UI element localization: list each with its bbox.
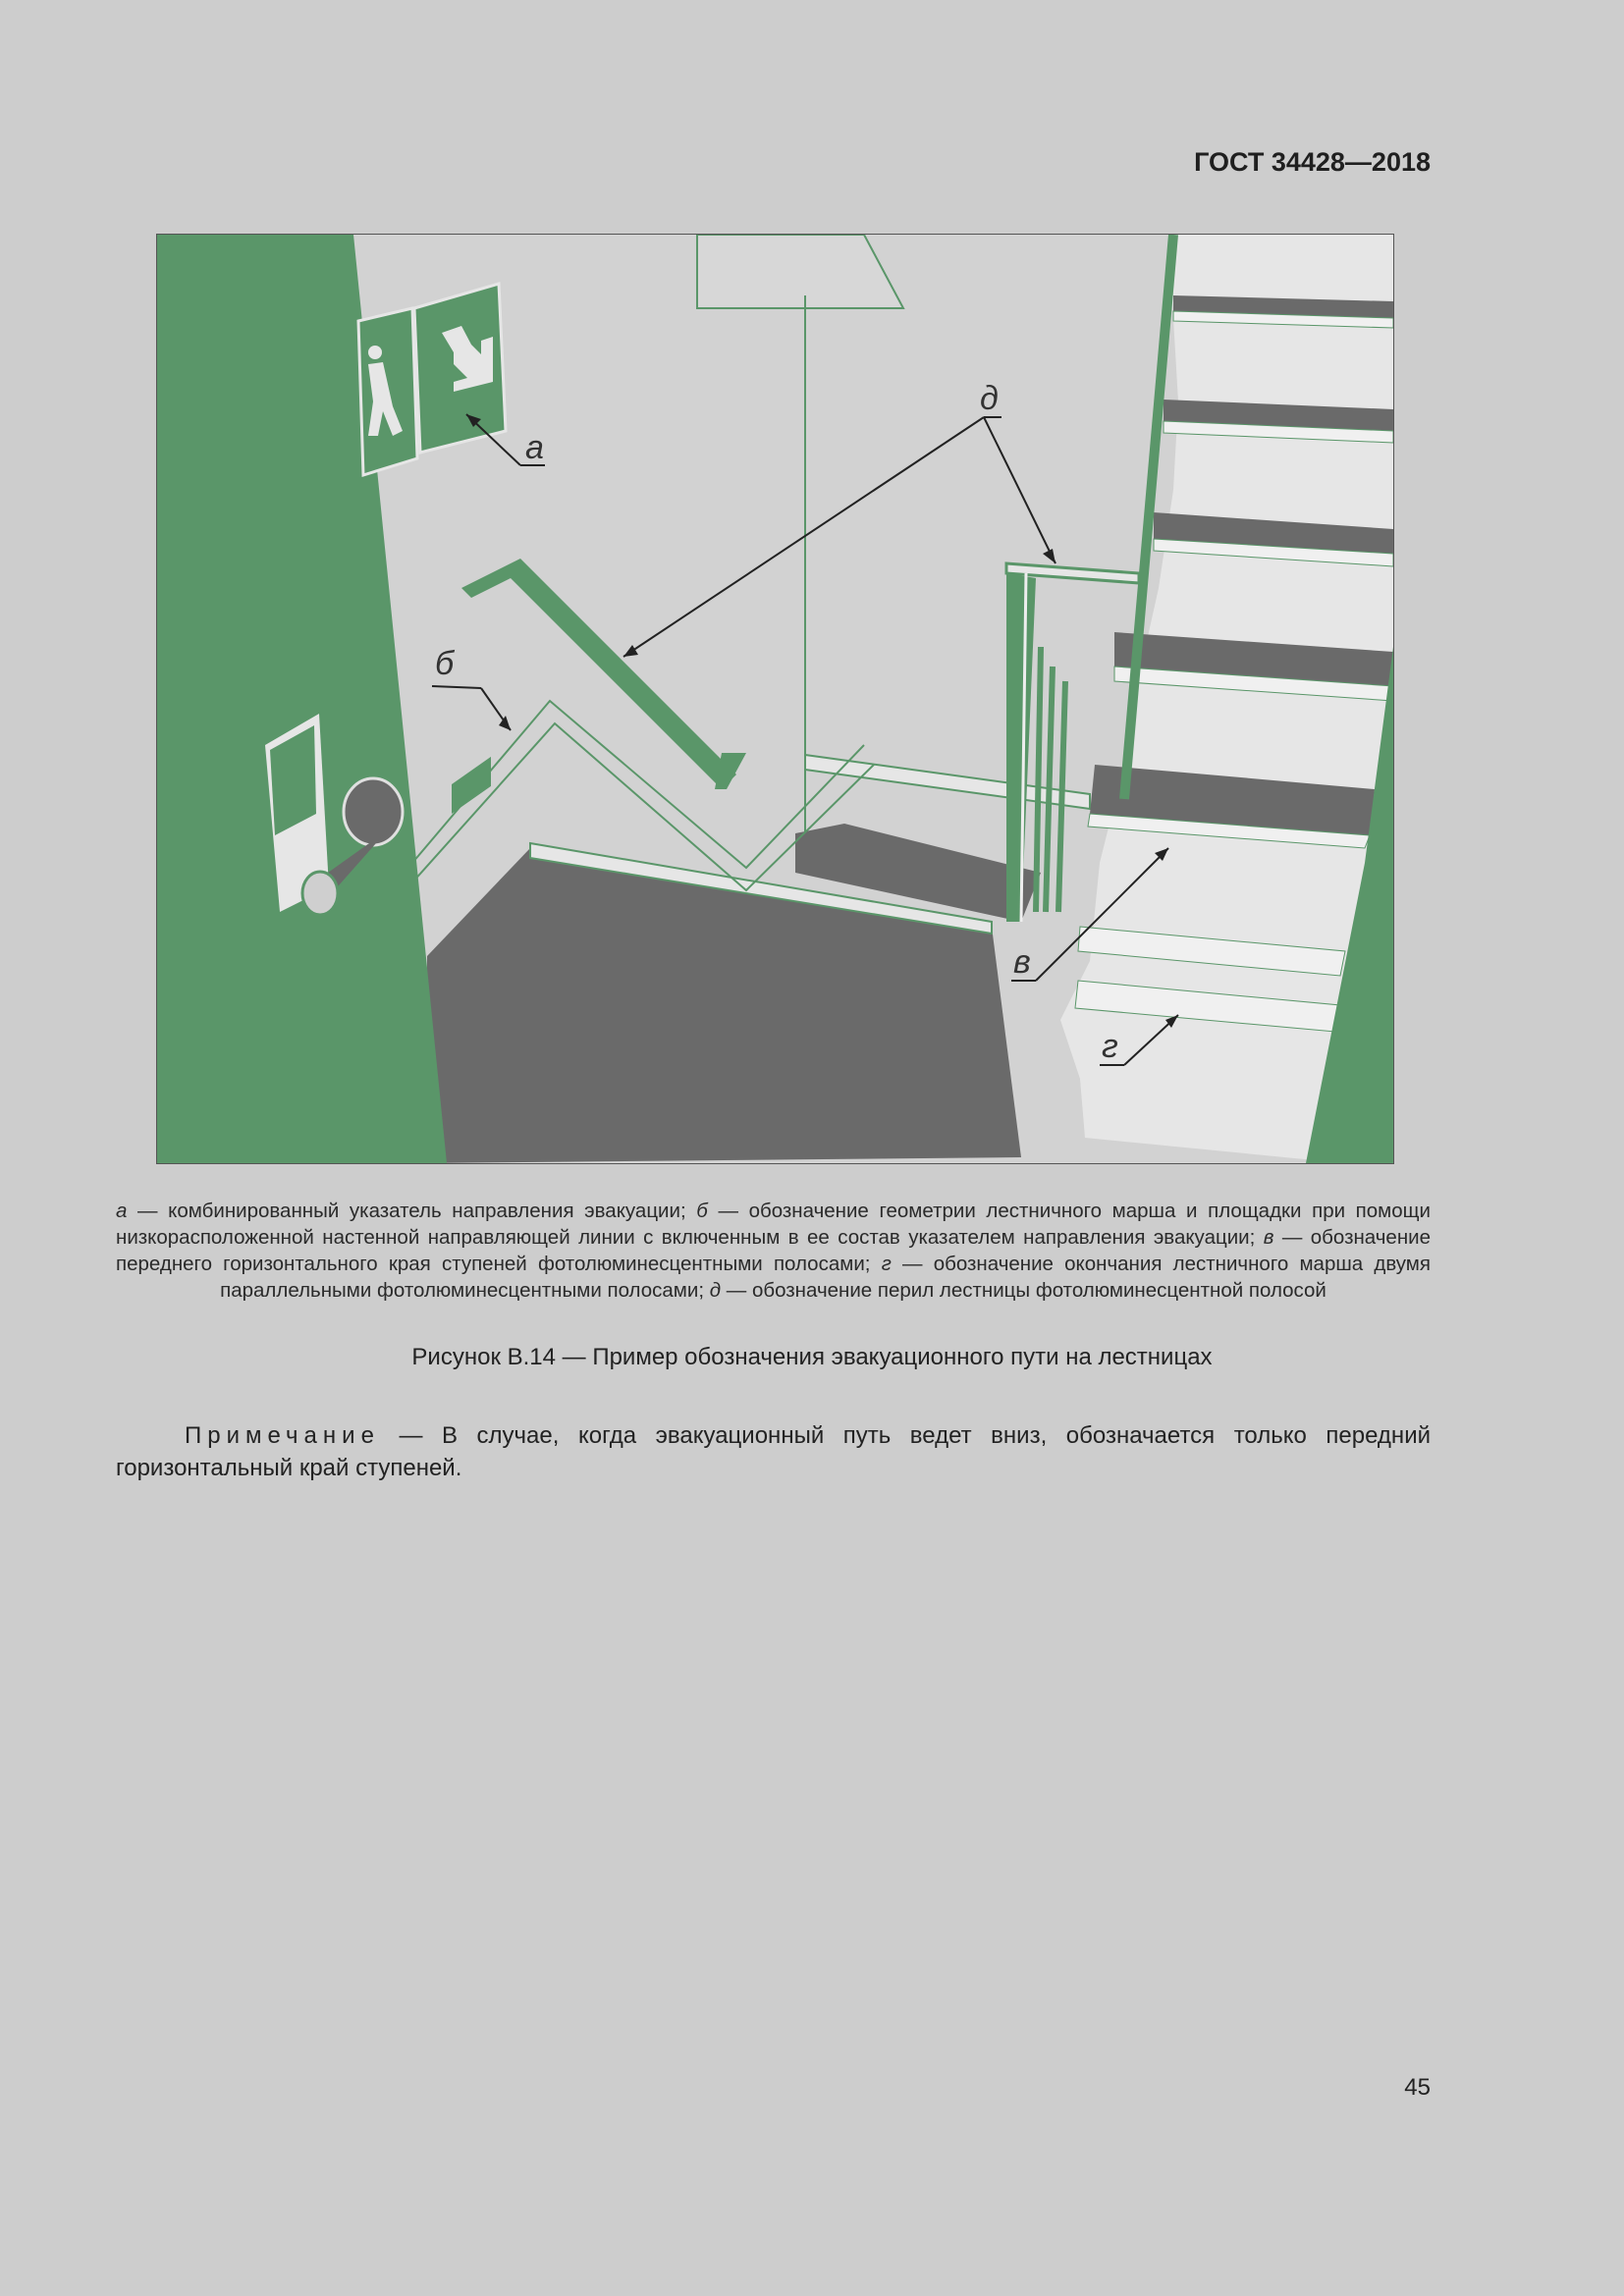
figure-caption: Рисунок В.14 — Пример обозначения эвакуационного пути на лестницах xyxy=(411,1344,1213,1370)
label-g: г xyxy=(1102,1028,1118,1065)
figure-legend: а — комбинированный указатель направления эвакуации; б — обозначение геометрии лестничного марша и площадки при помощи низкорасположенной настенной направляющей линии с включенным в ее состав указателем направления эвакуации; в — обозначение переднего горизонтального края ступеней фотолюминесцентными полосами; г — обозначение окончания лестничного марша двумя параллельными фотолюминесцентными полосами; д — обозначение перил лестницы фотолюминесцентной полосой xyxy=(116,1200,1432,1302)
page-number: 45 xyxy=(1404,2074,1431,2101)
note-label: Примечание xyxy=(185,1422,380,1449)
label-b: б xyxy=(435,645,455,682)
note-text: — В случае, когда эвакуационный путь ведет вниз, обозначается только передний горизонтальный край ступеней. xyxy=(116,1422,1431,1481)
label-a: а xyxy=(525,429,544,466)
label-v: в xyxy=(1013,943,1031,981)
label-d: д xyxy=(980,380,999,417)
note-paragraph xyxy=(116,1419,1431,1484)
stairwell-illustration xyxy=(156,234,1394,1164)
document-standard-number: ГОСТ 34428—2018 xyxy=(1194,147,1431,177)
